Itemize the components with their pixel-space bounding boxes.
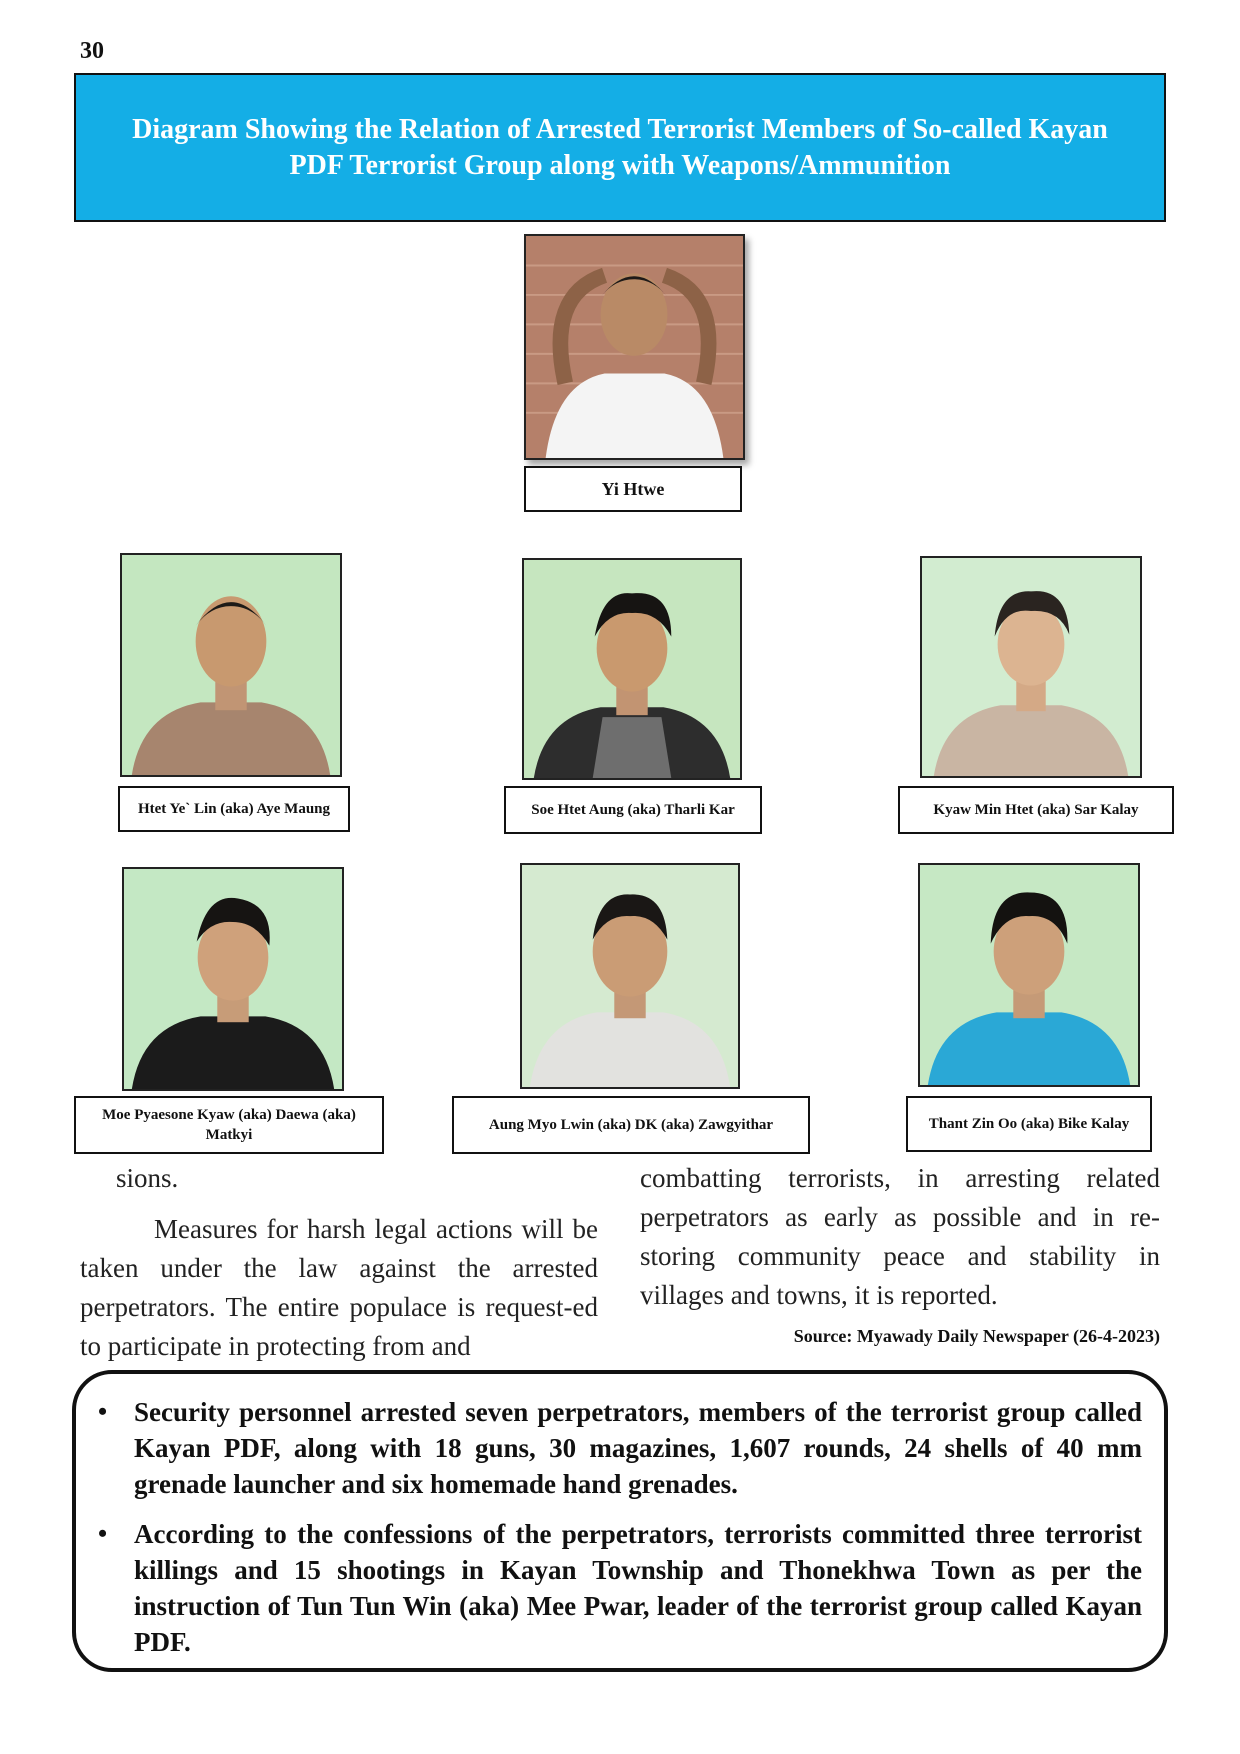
member-name-1: Htet Ye` Lin (aka) Aye Maung [137,801,331,817]
source-citation: Source: Myawady Daily Newspaper (26-4-2023) [793,1326,1160,1346]
member-photo-1 [120,553,342,777]
page-number: 30 [80,38,104,64]
person-portrait-icon [124,869,342,1089]
member-name-2: Soe Htet Aung (aka) Tharli Kar [531,802,735,818]
summary-bullet-text-2: According to the confessions of the perpetrators, terrorists committed three terrorist killings and 15 shootings in Kayan Township and Thonekhwa Town as per the instruction of Tun Tun Win (aka) Mee Pwar, leader of the terrorist group called Kayan PDF. [134,1519,1142,1657]
paragraph-fragment: sions. [116,1163,179,1193]
member-name-box-3 [898,786,1174,834]
member-photo-6 [918,863,1140,1087]
bullet-icon: • [98,1397,108,1426]
member-name-box-1 [118,786,350,832]
member-photo-5 [520,863,740,1089]
summary-bullet-2 [98,1516,1142,1660]
summary-bullet-text-1: Security personnel arrested seven perpetrators, members of the terrorist group called Kayan PDF, along with 18 guns, 30 magazines, 1,607 rounds, 24 shells of 40 mm grenade launcher and six homemade hand grenades. [134,1397,1142,1499]
leader-name: Yi Htwe [601,479,665,499]
body-left-column [80,1159,598,1366]
leader-photo [524,234,745,460]
member-photo-4 [122,867,344,1091]
person-portrait-icon [526,236,743,458]
summary-bullet-1 [98,1394,1142,1502]
person-portrait-icon [522,865,738,1087]
bullet-icon: • [98,1519,108,1548]
member-photo-2 [522,558,742,780]
member-name-6: Thant Zin Oo (aka) Bike Kalay [928,1116,1130,1132]
member-name-box-4 [74,1096,384,1154]
person-portrait-icon [920,865,1138,1085]
summary-box [72,1370,1168,1672]
member-photo-3 [920,556,1142,778]
leader-name-box [524,466,742,512]
member-name-box-2 [504,786,762,834]
member-name-box-6 [906,1096,1152,1152]
diagram-title-banner [74,73,1166,222]
person-portrait-icon [524,560,740,778]
paragraph-legal-actions: Measures for harsh legal actions will be taken under the law against the arrested perpetrators. The entire populace is request-ed to participate in protecting from and [80,1214,598,1361]
member-name-4: Moe Pyaesone Kyaw (aka) Daewa (aka) Matkyi [102,1107,356,1143]
member-name-5: Aung Myo Lwin (aka) DK (aka) Zawgyithar [488,1117,774,1133]
person-portrait-icon [122,555,340,775]
summary-list [98,1394,1142,1660]
member-name-3: Kyaw Min Htet (aka) Sar Kalay [933,802,1139,818]
diagram-title: Diagram Showing the Relation of Arrested Terrorist Members of So-called Kayan PDF Terrorist Group along with Weapons/Ammunition [132,113,1108,181]
person-portrait-icon [922,558,1140,776]
body-right-column [640,1159,1160,1315]
paragraph-conclusion: combatting terrorists, in arresting related perpetrators as early as possible and in re-storing community peace and stability in villages and towns, it is reported. [640,1163,1160,1310]
member-name-box-5 [452,1096,810,1154]
